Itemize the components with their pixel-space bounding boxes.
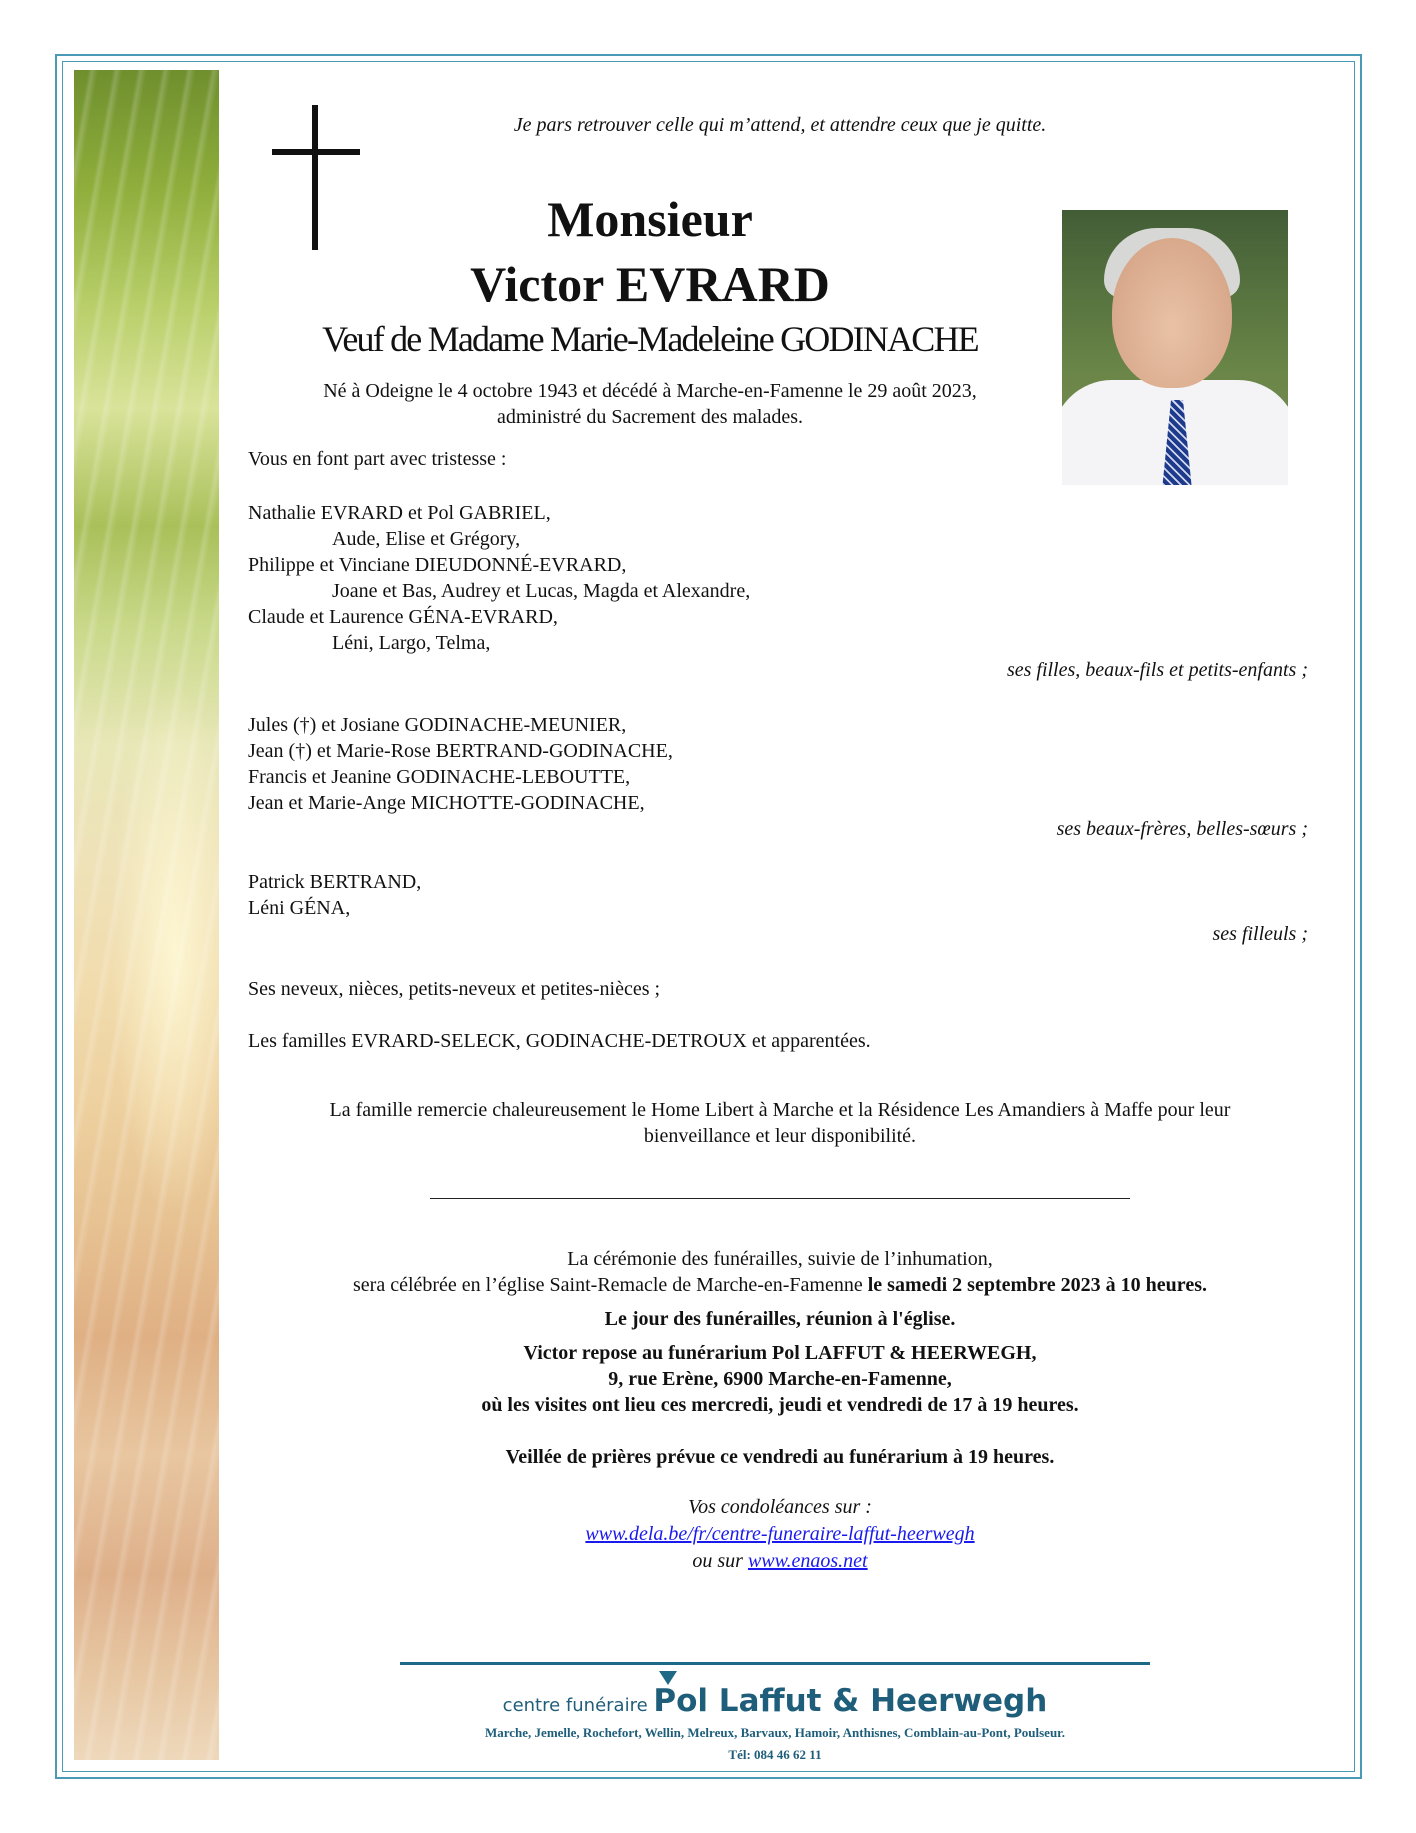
list-item: Aude, Elise et Grégory, [332,528,521,550]
ceremony-line-1: La cérémonie des funérailles, suivie de l’inhumation, [567,1248,993,1270]
list-item: Philippe et Vinciane DIEUDONNÉ-EVRARD, [248,554,627,576]
thanks-line-2: bienveillance et leur disponibilité. [643,1125,917,1147]
list-item: Jean (†) et Marie-Rose BERTRAND-GODINACHE, [248,740,673,762]
list-item: Francis et Jeanine GODINACHE-LEBOUTTE, [248,766,631,788]
condolences-label: Vos condoléances sur : [688,1496,872,1518]
opening-quote: Je pars retrouver celle qui m’attend, et attendre ceux que je quitte. [513,114,1047,136]
children-relation: ses filles, beaux-fils et petits-enfants ; [1006,659,1308,681]
birth-death-line: Né à Odeigne le 4 octobre 1943 et décédé à Marche-en-Famenne le 29 août 2023, [323,380,977,402]
separator-line [430,1198,1130,1199]
vigil-line: Veillée de prières prévue ce vendredi au funérarium à 19 heures. [505,1446,1055,1468]
list-item: Nathalie EVRARD et Pol GABRIEL, [248,502,551,524]
ceremony-date: le samedi 2 septembre 2023 à 10 heures. [867,1274,1207,1296]
list-item: Claude et Laurence GÉNA-EVRARD, [248,606,558,628]
intro-line: Vous en font part avec tristesse : [248,448,507,470]
in-laws-list [248,712,1308,816]
godchildren-relation: ses filleuls ; [1212,923,1308,945]
sacrament-line: administré du Sacrement des malades. [496,406,803,428]
logo-name: Pol Laffut & Heerwegh [653,1683,1048,1719]
ceremony-section [250,1246,1310,1470]
meeting-line: Le jour des funérailles, réunion à l'église. [604,1308,956,1330]
logo-prefix: centre funéraire [502,1695,654,1716]
list-item: Léni GÉNA, [248,897,351,919]
footer-towns: Marche, Jemelle, Rochefort, Wellin, Melreux, Barvaux, Hamoir, Anthisnes, Comblain-au-Pont, Poulseur. [484,1725,1066,1740]
deceased-name: Victor EVRARD [470,256,830,312]
ceremony-place: sera célébrée en l’église Saint-Remacle de Marche-en-Famenne [353,1274,868,1296]
families-line: Les familles EVRARD-SELECK, GODINACHE-DETROUX et apparentées. [248,1030,871,1052]
rest-line-3: où les visites ont lieu ces mercredi, jeudi et vendredi de 17 à 19 heures. [481,1394,1079,1416]
forest-path-image [74,70,219,1760]
rest-line-2: 9, rue Erène, 6900 Marche-en-Famenne, [608,1368,952,1390]
thanks-line-1: La famille remercie chaleureusement le Home Libert à Marche et la Résidence Les Amandiers à Maffe pour leur [329,1099,1231,1121]
list-item: Jules (†) et Josiane GODINACHE-MEUNIER, [248,714,627,736]
in-laws-group [248,712,1308,842]
spouse-line: Veuf de Madame Marie-Madeleine GODINACHE [322,319,978,359]
ceremony-line-2 [250,1272,1310,1298]
condolences-link-enaos[interactable]: www.enaos.net [747,1550,868,1572]
godchildren-list [248,869,1308,921]
condolences-section [250,1494,1310,1575]
condolences-or: ou sur [692,1550,748,1572]
in-laws-relation: ses beaux-frères, belles-sœurs ; [1056,818,1308,840]
funeral-home-logo [400,1683,1150,1719]
footer-phone: Tél: 084 46 62 11 [728,1747,822,1762]
list-item: Léni, Largo, Telma, [332,632,491,654]
children-group [248,500,1308,683]
list-item: Jean et Marie-Ange MICHOTTE-GODINACHE, [248,792,645,814]
salutation: Monsieur [547,191,753,247]
birth-death-info [250,378,1050,430]
godchildren-group [248,869,1308,947]
portrait-photo [1062,210,1288,485]
thanks-paragraph [250,1097,1310,1149]
children-list [248,500,1308,656]
rest-line-1: Victor repose au funérarium Pol LAFFUT & HEERWEGH, [523,1342,1037,1364]
condolences-link-dela[interactable]: www.dela.be/fr/centre-funeraire-laffut-heerwegh [585,1523,975,1545]
footer-line [400,1662,1150,1665]
list-item: Patrick BERTRAND, [248,871,422,893]
nephews-line: Ses neveux, nièces, petits-neveux et petites-nièces ; [248,978,661,1000]
list-item: Joane et Bas, Audrey et Lucas, Magda et Alexandre, [332,580,751,602]
